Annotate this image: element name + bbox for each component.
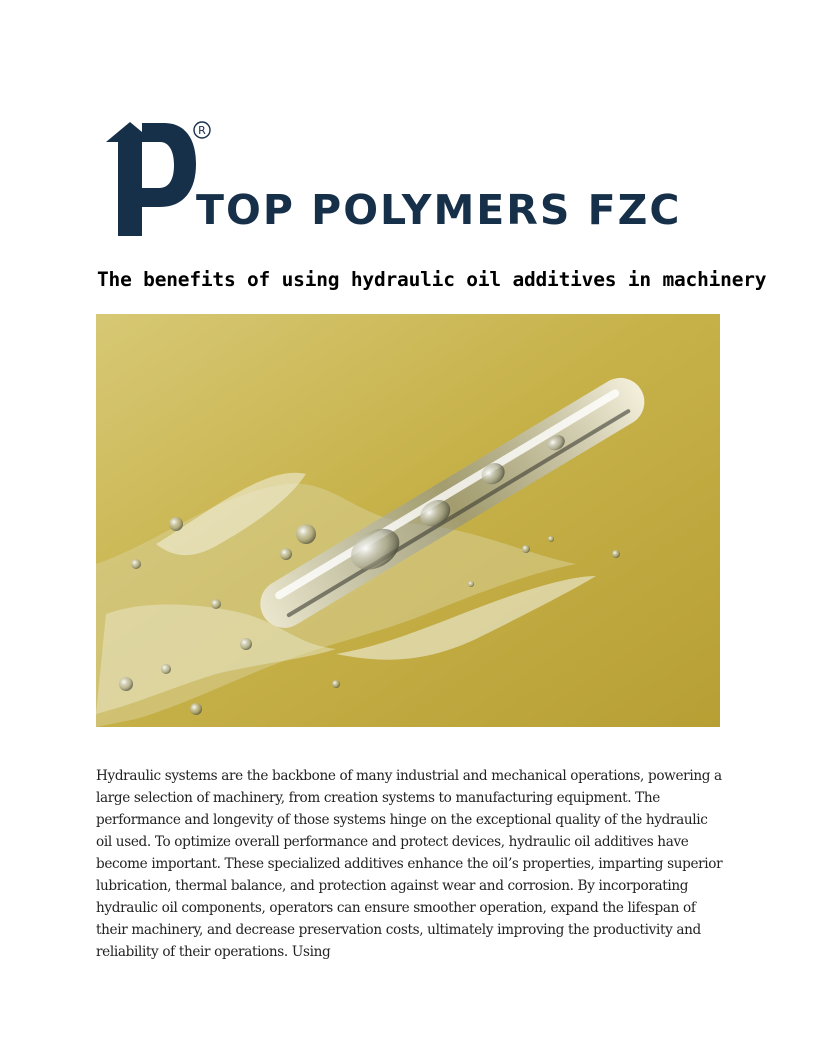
article-title: The benefits of using hydraulic oil additives in machinery xyxy=(97,268,767,291)
article-body: Hydraulic systems are the backbone of many industrial and mechanical operations, powering a large selection of machinery, from creation systems to manufacturing equipment. The performance and longevity of those systems hinge on the exceptional quality of the hydraulic oil used. To optimize overall performance and protect devices, hydraulic oil additives have become important. These specialized additives enhance the oil’s properties, imparting superior lubrication, thermal balance, and protection against wear and corrosion. By incorporating hydraulic oil components, operators can ensure smoother operation, expand the lifespan of their machinery, and decrease preservation costs, ultimately improving the productivity and reliability of their operations. Using xyxy=(96,768,723,960)
registered-mark: R xyxy=(198,124,206,137)
company-logo xyxy=(104,120,714,238)
hydraulic-oil-pipette-image xyxy=(96,314,720,727)
company-name: TOP POLYMERS FZC xyxy=(196,186,682,234)
